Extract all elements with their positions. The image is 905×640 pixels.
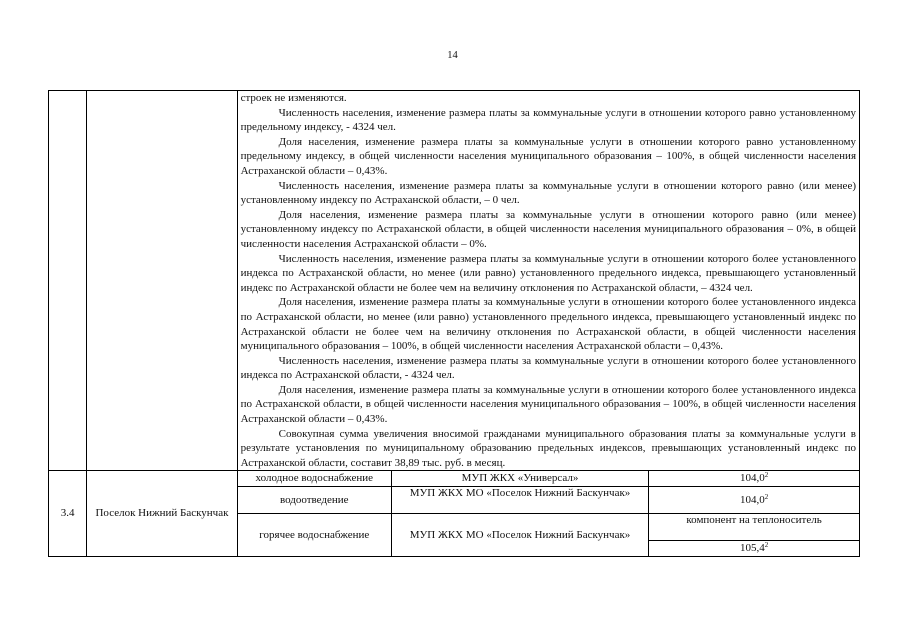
narrative-paragraph: Численность населения, изменение размера платы за коммунальные услуги в отношении которого более установленного индекса по Астраханской области, - 4324 чел. — [240, 354, 856, 382]
component-label: компонент на теплоноситель — [649, 514, 860, 541]
index-number: 104,0 — [739, 493, 765, 506]
index-footnote: 2 — [764, 541, 769, 550]
narrative-paragraph: Численность населения, изменение размера платы за коммунальные услуги в отношении которого более установленного индекса по Астраханской области, но менее (или равно) установленного предельного индекса, превышающего установленный индекс по Астраханской области не более чем на величину отклонения по Астраханской области, – 4324 чел. — [240, 252, 856, 294]
narrative-row — [49, 91, 860, 471]
narrative-paragraph: Доля населения, изменение размера платы за коммунальные услуги в отношении которого равно установленному предельному индексу, в общей численности населения муниципального образования – 100%, в общей численности населения Астраханской области – 0,43%. — [240, 135, 856, 177]
provider-name: МУП ЖКХ МО «Поселок Нижний Баскунчак» — [391, 487, 648, 514]
index-footnote: 2 — [764, 492, 769, 501]
provider-name: МУП ЖКХ МО «Поселок Нижний Баскунчак» — [391, 514, 648, 557]
service-name: водоотведение — [237, 487, 391, 514]
service-name: горячее водоснабжение — [237, 514, 391, 557]
service-name: холодное водоснабжение — [237, 471, 391, 487]
index-number: 104,0 — [739, 472, 765, 485]
row-number: 3.4 — [49, 471, 87, 556]
narrative-text-cell — [237, 91, 859, 471]
narrative-number-cell — [49, 91, 87, 471]
narrative-paragraph: строек не изменяются. — [240, 92, 347, 104]
page-number: 14 — [447, 50, 458, 61]
index-number: 105,4 — [739, 542, 765, 555]
narrative-name-cell — [87, 91, 237, 471]
narrative-paragraph: Численность населения, изменение размера платы за коммунальные услуги в отношении которого равно (или менее) установленному индексу по Астраханской области, – 0 чел. — [240, 179, 856, 207]
narrative-paragraph: Численность населения, изменение размера платы за коммунальные услуги в отношении которого равно установленному предельному индексу, - 4324 чел. — [240, 106, 856, 134]
provider-name: МУП ЖКХ «Универсал» — [391, 471, 648, 487]
tariff-table — [48, 90, 860, 557]
narrative-paragraph: Совокупная сумма увеличения вносимой гражданами муниципального образования платы за коммунальные услуги в результате установления по муниципальному образованию предельных индексов, превышающих установленный индекс по Астраханской области, составит 38,89 тыс. руб. в месяц. — [240, 427, 856, 469]
settlement-name: Поселок Нижний Баскунчак — [87, 471, 237, 556]
index-value — [649, 541, 860, 557]
narrative-paragraph: Доля населения, изменение размера платы за коммунальные услуги в отношении которого равно (или менее) установленному индексу по Астраханской области, в общей численности населения муниципального образования – 0%, в общей численности населения Астраханской области – 0%. — [240, 208, 856, 250]
index-footnote: 2 — [764, 471, 769, 480]
index-value — [649, 487, 860, 514]
narrative-paragraph: Доля населения, изменение размера платы за коммунальные услуги в отношении которого более установленного индекса по Астраханской области, но менее (или равно) установленного предельного индекса, превышающего установленный индекс по Астраханской области не более чем на величину отклонения по Астраханской области, в общей численности населения муниципального образования – 100%, в общей численности населения Астраханской области – 0,43%. — [240, 296, 856, 353]
index-value — [649, 471, 860, 487]
narrative-paragraph: Доля населения, изменение размера платы за коммунальные услуги в отношении которого более установленного индекса по Астраханской области, в общей численности населения муниципального образования – 100%, в общей численности населения Астраханской области – 0,43%. — [240, 383, 856, 426]
table-row — [49, 471, 860, 487]
